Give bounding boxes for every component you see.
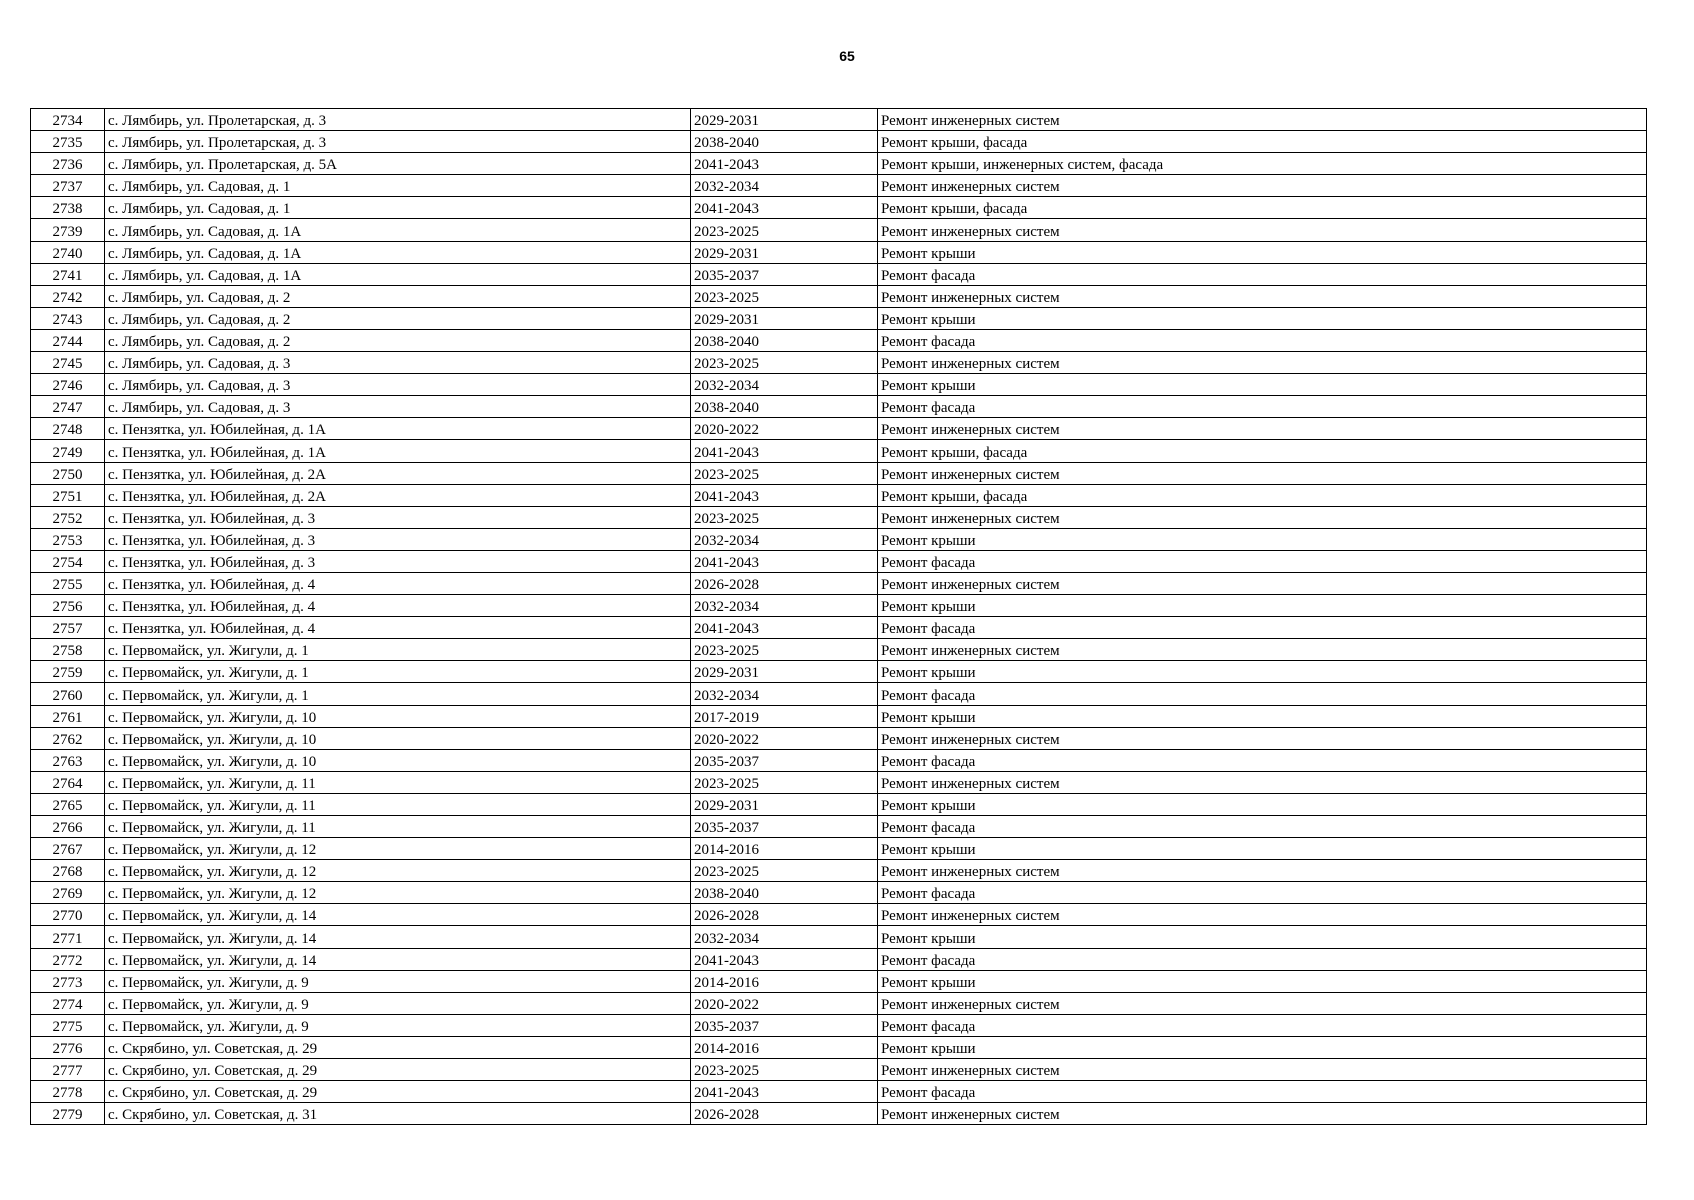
work-type-cell: Ремонт инженерных систем <box>878 727 1647 749</box>
table-row <box>31 484 1647 506</box>
work-type-cell: Ремонт инженерных систем <box>878 904 1647 926</box>
table-row <box>31 307 1647 329</box>
work-type-cell: Ремонт фасада <box>878 749 1647 771</box>
work-type-cell: Ремонт инженерных систем <box>878 418 1647 440</box>
period-cell: 2023-2025 <box>691 639 878 661</box>
row-number: 2765 <box>31 793 105 815</box>
work-type-cell: Ремонт крыши <box>878 970 1647 992</box>
period-cell: 2041-2043 <box>691 550 878 572</box>
period-cell: 2035-2037 <box>691 1014 878 1036</box>
row-number: 2761 <box>31 705 105 727</box>
work-type-cell: Ремонт крыши, фасада <box>878 484 1647 506</box>
period-cell: 2026-2028 <box>691 904 878 926</box>
address-cell: с. Пензятка, ул. Юбилейная, д. 3 <box>105 550 691 572</box>
table-row <box>31 793 1647 815</box>
address-cell: с. Лямбирь, ул. Садовая, д. 3 <box>105 396 691 418</box>
address-cell: с. Первомайск, ул. Жигули, д. 10 <box>105 749 691 771</box>
table-row <box>31 175 1647 197</box>
work-type-cell: Ремонт инженерных систем <box>878 771 1647 793</box>
row-number: 2749 <box>31 440 105 462</box>
work-type-cell: Ремонт фасада <box>878 882 1647 904</box>
row-number: 2755 <box>31 572 105 594</box>
row-number: 2770 <box>31 904 105 926</box>
row-number: 2779 <box>31 1103 105 1125</box>
period-cell: 2029-2031 <box>691 241 878 263</box>
work-type-cell: Ремонт фасада <box>878 816 1647 838</box>
row-number: 2772 <box>31 948 105 970</box>
table-row <box>31 263 1647 285</box>
address-cell: с. Пензятка, ул. Юбилейная, д. 1А <box>105 418 691 440</box>
row-number: 2737 <box>31 175 105 197</box>
address-cell: с. Пензятка, ул. Юбилейная, д. 1А <box>105 440 691 462</box>
table-row <box>31 661 1647 683</box>
table-row <box>31 329 1647 351</box>
address-cell: с. Первомайск, ул. Жигули, д. 9 <box>105 992 691 1014</box>
table-row <box>31 882 1647 904</box>
period-cell: 2041-2043 <box>691 197 878 219</box>
table-row <box>31 1103 1647 1125</box>
row-number: 2773 <box>31 970 105 992</box>
period-cell: 2035-2037 <box>691 816 878 838</box>
period-cell: 2023-2025 <box>691 860 878 882</box>
address-cell: с. Первомайск, ул. Жигули, д. 1 <box>105 639 691 661</box>
table-row <box>31 992 1647 1014</box>
table-row <box>31 1036 1647 1058</box>
address-cell: с. Скрябино, ул. Советская, д. 29 <box>105 1081 691 1103</box>
work-type-cell: Ремонт крыши <box>878 307 1647 329</box>
row-number: 2744 <box>31 329 105 351</box>
period-cell: 2023-2025 <box>691 462 878 484</box>
period-cell: 2023-2025 <box>691 506 878 528</box>
page-number: 65 <box>839 48 855 64</box>
period-cell: 2032-2034 <box>691 528 878 550</box>
row-number: 2778 <box>31 1081 105 1103</box>
address-cell: с. Лямбирь, ул. Садовая, д. 2 <box>105 307 691 329</box>
work-type-cell: Ремонт крыши, фасада <box>878 197 1647 219</box>
work-type-cell: Ремонт фасада <box>878 396 1647 418</box>
repair-schedule-table <box>30 108 1647 1125</box>
period-cell: 2017-2019 <box>691 705 878 727</box>
row-number: 2753 <box>31 528 105 550</box>
address-cell: с. Пензятка, ул. Юбилейная, д. 4 <box>105 595 691 617</box>
period-cell: 2014-2016 <box>691 1036 878 1058</box>
table-row <box>31 241 1647 263</box>
period-cell: 2020-2022 <box>691 727 878 749</box>
address-cell: с. Лямбирь, ул. Садовая, д. 2 <box>105 285 691 307</box>
work-type-cell: Ремонт инженерных систем <box>878 860 1647 882</box>
period-cell: 2032-2034 <box>691 683 878 705</box>
table-row <box>31 1081 1647 1103</box>
row-number: 2776 <box>31 1036 105 1058</box>
work-type-cell: Ремонт фасада <box>878 617 1647 639</box>
row-number: 2758 <box>31 639 105 661</box>
table-row <box>31 506 1647 528</box>
row-number: 2736 <box>31 153 105 175</box>
work-type-cell: Ремонт крыши <box>878 528 1647 550</box>
table-row <box>31 1059 1647 1081</box>
table-row <box>31 528 1647 550</box>
work-type-cell: Ремонт фасада <box>878 948 1647 970</box>
row-number: 2743 <box>31 307 105 329</box>
work-type-cell: Ремонт инженерных систем <box>878 506 1647 528</box>
address-cell: с. Пензятка, ул. Юбилейная, д. 3 <box>105 506 691 528</box>
address-cell: с. Лямбирь, ул. Садовая, д. 1 <box>105 175 691 197</box>
address-cell: с. Скрябино, ул. Советская, д. 29 <box>105 1059 691 1081</box>
table-row <box>31 396 1647 418</box>
table-row <box>31 948 1647 970</box>
period-cell: 2026-2028 <box>691 572 878 594</box>
period-cell: 2038-2040 <box>691 396 878 418</box>
address-cell: с. Лямбирь, ул. Садовая, д. 2 <box>105 329 691 351</box>
address-cell: с. Первомайск, ул. Жигули, д. 11 <box>105 793 691 815</box>
row-number: 2764 <box>31 771 105 793</box>
work-type-cell: Ремонт крыши <box>878 1036 1647 1058</box>
address-cell: с. Пензятка, ул. Юбилейная, д. 3 <box>105 528 691 550</box>
work-type-cell: Ремонт фасада <box>878 1014 1647 1036</box>
row-number: 2752 <box>31 506 105 528</box>
address-cell: с. Первомайск, ул. Жигули, д. 10 <box>105 727 691 749</box>
period-cell: 2035-2037 <box>691 263 878 285</box>
address-cell: с. Первомайск, ул. Жигули, д. 9 <box>105 1014 691 1036</box>
address-cell: с. Первомайск, ул. Жигули, д. 10 <box>105 705 691 727</box>
address-cell: с. Лямбирь, ул. Садовая, д. 3 <box>105 374 691 396</box>
work-type-cell: Ремонт инженерных систем <box>878 352 1647 374</box>
row-number: 2735 <box>31 131 105 153</box>
row-number: 2760 <box>31 683 105 705</box>
period-cell: 2023-2025 <box>691 771 878 793</box>
table-row <box>31 727 1647 749</box>
period-cell: 2032-2034 <box>691 374 878 396</box>
period-cell: 2029-2031 <box>691 661 878 683</box>
address-cell: с. Пензятка, ул. Юбилейная, д. 2А <box>105 462 691 484</box>
period-cell: 2023-2025 <box>691 219 878 241</box>
work-type-cell: Ремонт инженерных систем <box>878 572 1647 594</box>
period-cell: 2041-2043 <box>691 1081 878 1103</box>
row-number: 2751 <box>31 484 105 506</box>
row-number: 2742 <box>31 285 105 307</box>
table-row <box>31 572 1647 594</box>
table-row <box>31 197 1647 219</box>
address-cell: с. Пензятка, ул. Юбилейная, д. 2А <box>105 484 691 506</box>
work-type-cell: Ремонт фасада <box>878 263 1647 285</box>
row-number: 2748 <box>31 418 105 440</box>
work-type-cell: Ремонт инженерных систем <box>878 639 1647 661</box>
period-cell: 2023-2025 <box>691 285 878 307</box>
address-cell: с. Первомайск, ул. Жигули, д. 11 <box>105 816 691 838</box>
period-cell: 2014-2016 <box>691 838 878 860</box>
table-row <box>31 352 1647 374</box>
period-cell: 2041-2043 <box>691 153 878 175</box>
work-type-cell: Ремонт крыши, инженерных систем, фасада <box>878 153 1647 175</box>
row-number: 2766 <box>31 816 105 838</box>
table-row <box>31 904 1647 926</box>
address-cell: с. Пензятка, ул. Юбилейная, д. 4 <box>105 617 691 639</box>
address-cell: с. Лямбирь, ул. Пролетарская, д. 5А <box>105 153 691 175</box>
work-type-cell: Ремонт фасада <box>878 550 1647 572</box>
address-cell: с. Лямбирь, ул. Садовая, д. 1А <box>105 241 691 263</box>
work-type-cell: Ремонт крыши <box>878 374 1647 396</box>
period-cell: 2038-2040 <box>691 329 878 351</box>
period-cell: 2029-2031 <box>691 793 878 815</box>
address-cell: с. Лямбирь, ул. Садовая, д. 1 <box>105 197 691 219</box>
table-row <box>31 771 1647 793</box>
work-type-cell: Ремонт инженерных систем <box>878 992 1647 1014</box>
work-type-cell: Ремонт инженерных систем <box>878 219 1647 241</box>
work-type-cell: Ремонт инженерных систем <box>878 1059 1647 1081</box>
address-cell: с. Первомайск, ул. Жигули, д. 1 <box>105 661 691 683</box>
table-row <box>31 462 1647 484</box>
work-type-cell: Ремонт крыши <box>878 241 1647 263</box>
address-cell: с. Первомайск, ул. Жигули, д. 12 <box>105 838 691 860</box>
address-cell: с. Первомайск, ул. Жигули, д. 12 <box>105 882 691 904</box>
work-type-cell: Ремонт крыши <box>878 661 1647 683</box>
address-cell: с. Пензятка, ул. Юбилейная, д. 4 <box>105 572 691 594</box>
table-row <box>31 550 1647 572</box>
row-number: 2775 <box>31 1014 105 1036</box>
work-type-cell: Ремонт фасада <box>878 683 1647 705</box>
period-cell: 2029-2031 <box>691 307 878 329</box>
period-cell: 2029-2031 <box>691 109 878 131</box>
row-number: 2774 <box>31 992 105 1014</box>
address-cell: с. Скрябино, ул. Советская, д. 29 <box>105 1036 691 1058</box>
row-number: 2750 <box>31 462 105 484</box>
table-row <box>31 285 1647 307</box>
row-number: 2745 <box>31 352 105 374</box>
row-number: 2768 <box>31 860 105 882</box>
row-number: 2747 <box>31 396 105 418</box>
period-cell: 2032-2034 <box>691 175 878 197</box>
row-number: 2746 <box>31 374 105 396</box>
row-number: 2777 <box>31 1059 105 1081</box>
table-row <box>31 595 1647 617</box>
period-cell: 2041-2043 <box>691 617 878 639</box>
table-row <box>31 153 1647 175</box>
work-type-cell: Ремонт фасада <box>878 1081 1647 1103</box>
address-cell: с. Первомайск, ул. Жигули, д. 12 <box>105 860 691 882</box>
period-cell: 2038-2040 <box>691 882 878 904</box>
row-number: 2769 <box>31 882 105 904</box>
table-row <box>31 440 1647 462</box>
period-cell: 2038-2040 <box>691 131 878 153</box>
address-cell: с. Первомайск, ул. Жигули, д. 1 <box>105 683 691 705</box>
table-row <box>31 860 1647 882</box>
address-cell: с. Лямбирь, ул. Садовая, д. 1А <box>105 263 691 285</box>
row-number: 2740 <box>31 241 105 263</box>
row-number: 2756 <box>31 595 105 617</box>
row-number: 2741 <box>31 263 105 285</box>
work-type-cell: Ремонт крыши, фасада <box>878 131 1647 153</box>
table-row <box>31 639 1647 661</box>
address-cell: с. Лямбирь, ул. Садовая, д. 1А <box>105 219 691 241</box>
period-cell: 2023-2025 <box>691 352 878 374</box>
address-cell: с. Скрябино, ул. Советская, д. 31 <box>105 1103 691 1125</box>
table-row <box>31 926 1647 948</box>
work-type-cell: Ремонт инженерных систем <box>878 285 1647 307</box>
period-cell: 2023-2025 <box>691 1059 878 1081</box>
address-cell: с. Первомайск, ул. Жигули, д. 11 <box>105 771 691 793</box>
table-row <box>31 705 1647 727</box>
table-row <box>31 131 1647 153</box>
address-cell: с. Первомайск, ул. Жигули, д. 14 <box>105 904 691 926</box>
row-number: 2759 <box>31 661 105 683</box>
table-row <box>31 683 1647 705</box>
row-number: 2757 <box>31 617 105 639</box>
address-cell: с. Лямбирь, ул. Садовая, д. 3 <box>105 352 691 374</box>
period-cell: 2014-2016 <box>691 970 878 992</box>
work-type-cell: Ремонт крыши <box>878 926 1647 948</box>
table-row <box>31 816 1647 838</box>
period-cell: 2020-2022 <box>691 418 878 440</box>
period-cell: 2041-2043 <box>691 440 878 462</box>
address-cell: с. Лямбирь, ул. Пролетарская, д. 3 <box>105 131 691 153</box>
period-cell: 2041-2043 <box>691 948 878 970</box>
table-row <box>31 109 1647 131</box>
address-cell: с. Первомайск, ул. Жигули, д. 9 <box>105 970 691 992</box>
work-type-cell: Ремонт фасада <box>878 329 1647 351</box>
period-cell: 2035-2037 <box>691 749 878 771</box>
address-cell: с. Лямбирь, ул. Пролетарская, д. 3 <box>105 109 691 131</box>
work-type-cell: Ремонт инженерных систем <box>878 1103 1647 1125</box>
period-cell: 2026-2028 <box>691 1103 878 1125</box>
work-type-cell: Ремонт инженерных систем <box>878 462 1647 484</box>
period-cell: 2020-2022 <box>691 992 878 1014</box>
period-cell: 2032-2034 <box>691 595 878 617</box>
period-cell: 2032-2034 <box>691 926 878 948</box>
row-number: 2738 <box>31 197 105 219</box>
row-number: 2734 <box>31 109 105 131</box>
row-number: 2771 <box>31 926 105 948</box>
table-row <box>31 617 1647 639</box>
row-number: 2763 <box>31 749 105 771</box>
address-cell: с. Первомайск, ул. Жигули, д. 14 <box>105 926 691 948</box>
table-row <box>31 418 1647 440</box>
row-number: 2754 <box>31 550 105 572</box>
table-row <box>31 374 1647 396</box>
work-type-cell: Ремонт инженерных систем <box>878 175 1647 197</box>
table-row <box>31 749 1647 771</box>
table-row <box>31 219 1647 241</box>
period-cell: 2041-2043 <box>691 484 878 506</box>
work-type-cell: Ремонт инженерных систем <box>878 109 1647 131</box>
table-row <box>31 970 1647 992</box>
row-number: 2739 <box>31 219 105 241</box>
row-number: 2762 <box>31 727 105 749</box>
work-type-cell: Ремонт крыши, фасада <box>878 440 1647 462</box>
work-type-cell: Ремонт крыши <box>878 705 1647 727</box>
work-type-cell: Ремонт крыши <box>878 595 1647 617</box>
address-cell: с. Первомайск, ул. Жигули, д. 14 <box>105 948 691 970</box>
work-type-cell: Ремонт крыши <box>878 838 1647 860</box>
row-number: 2767 <box>31 838 105 860</box>
table-row <box>31 1014 1647 1036</box>
table-row <box>31 838 1647 860</box>
work-type-cell: Ремонт крыши <box>878 793 1647 815</box>
